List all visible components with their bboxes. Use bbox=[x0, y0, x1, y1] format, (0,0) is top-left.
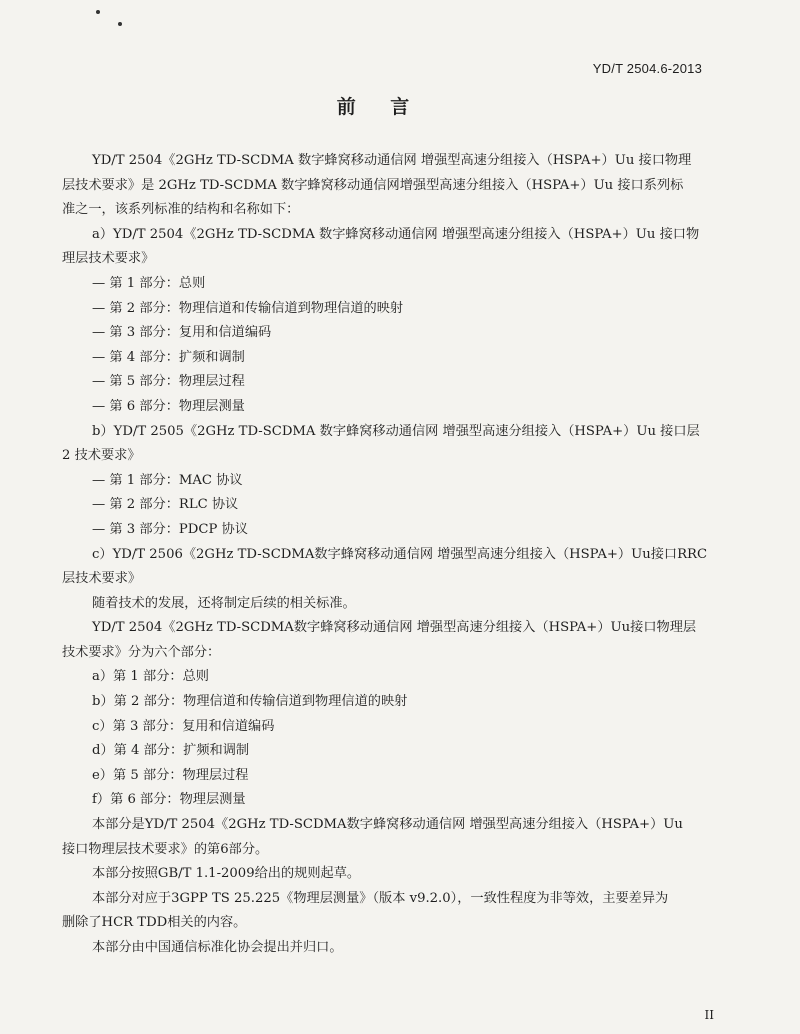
text-line: 2 技术要求》 bbox=[62, 448, 141, 464]
text-line: — 第 6 部分：物理层测量 bbox=[92, 398, 245, 414]
page-title: 前 言 bbox=[336, 96, 424, 118]
text-line: YD/T 2504《2GHz TD-SCDMA数字蜂窝移动通信网 增强型高速分组接入（HSPA+）Uu接口物理层 bbox=[92, 620, 697, 636]
standard-code: YD/T 2504.6-2013 bbox=[592, 61, 702, 76]
text-line: 随着技术的发展，还将制定后续的相关标准。 bbox=[92, 595, 356, 611]
text-line: e）第 5 部分：物理层过程 bbox=[92, 767, 249, 783]
text-line: 层技术要求》是 2GHz TD-SCDMA 数字蜂窝移动通信网增强型高速分组接入（HSPA+）Uu 接口系列标 bbox=[62, 177, 684, 193]
text-line: 本部分由中国通信标准化协会提出并归口。 bbox=[92, 940, 343, 955]
text-line: 准之一，该系列标准的结构和名称如下： bbox=[62, 202, 300, 218]
text-line: — 第 1 部分：总则 bbox=[92, 275, 206, 291]
text-line: — 第 2 部分：RLC 协议 bbox=[92, 497, 239, 513]
text-line: 理层技术要求》 bbox=[62, 251, 155, 267]
text-line: b）第 2 部分：物理信道和传输信道到物理信道的映射 bbox=[92, 694, 408, 710]
text-line: 层技术要求》 bbox=[62, 571, 142, 587]
text-line: 本部分对应于3GPP TS 25.225《物理层测量》（版本 v9.2.0），一致性程度为非等效，主要差异为 bbox=[92, 890, 669, 906]
text-line: — 第 3 部分：复用和信道编码 bbox=[92, 325, 272, 341]
text-line: a）YD/T 2504《2GHz TD-SCDMA 数字蜂窝移动通信网 增强型高速分组接入（HSPA+）Uu 接口物 bbox=[92, 226, 700, 242]
text-line: 接口物理层技术要求》的第6部分。 bbox=[62, 841, 269, 857]
text-line: b）YD/T 2505《2GHz TD-SCDMA 数字蜂窝移动通信网 增强型高速分组接入（HSPA+）Uu 接口层 bbox=[92, 423, 700, 439]
text-line: 本部分是YD/T 2504《2GHz TD-SCDMA数字蜂窝移动通信网 增强型高速分组接入（HSPA+）Uu bbox=[92, 817, 683, 833]
text-line: 删除了HCR TDD相关的内容。 bbox=[62, 915, 247, 931]
text-line: d）第 4 部分：扩频和调制 bbox=[92, 743, 250, 759]
document-body bbox=[62, 149, 710, 961]
text-line: f）第 6 部分：物理层测量 bbox=[92, 792, 246, 808]
page-number: II bbox=[704, 1008, 714, 1022]
text-line: 技术要求》分为六个部分： bbox=[62, 644, 221, 660]
text-line: — 第 4 部分：扩频和调制 bbox=[92, 349, 245, 365]
text-line: — 第 5 部分：物理层过程 bbox=[92, 374, 245, 390]
text-line: 本部分按照GB/T 1.1-2009给出的规则起草。 bbox=[92, 866, 361, 882]
text-line: c）YD/T 2506《2GHz TD-SCDMA数字蜂窝移动通信网 增强型高速分组接入（HSPA+）Uu接口RRC bbox=[92, 546, 708, 562]
text-line: YD/T 2504《2GHz TD-SCDMA 数字蜂窝移动通信网 增强型高速分组接入（HSPA+）Uu 接口物理 bbox=[92, 153, 692, 168]
text-line: — 第 2 部分：物理信道和传输信道到物理信道的映射 bbox=[92, 300, 404, 316]
text-line: — 第 3 部分：PDCP 协议 bbox=[92, 521, 248, 537]
text-line: a）第 1 部分：总则 bbox=[92, 669, 209, 685]
text-line: — 第 1 部分：MAC 协议 bbox=[92, 472, 243, 488]
text-line: c）第 3 部分：复用和信道编码 bbox=[92, 718, 275, 734]
